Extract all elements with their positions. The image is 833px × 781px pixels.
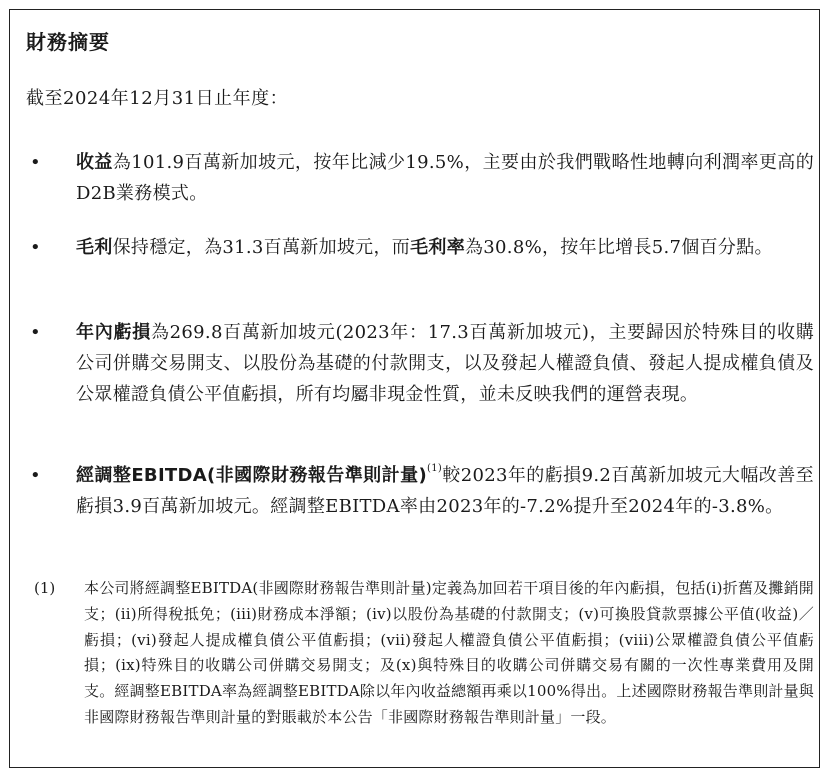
term-adjusted-ebitda: 經調整EBITDA(非國際財務報告準則計量): [76, 465, 428, 486]
bullet-text: [76, 147, 814, 209]
bullet-body: 保持穩定，為31.3百萬新加坡元，而: [112, 237, 411, 258]
bullet-dot-icon: •: [30, 322, 41, 343]
section-title: 財務摘要: [26, 30, 110, 54]
bullet-body: 為101.9百萬新加坡元，按年比減少19.5%，主要由於我們戰略性地轉向利潤率更高的D2B業務模式。: [76, 152, 814, 204]
summary-box: [9, 9, 820, 768]
bullet-text: [76, 232, 814, 263]
footnote-ref: (1): [427, 463, 443, 474]
term-revenue: 收益: [76, 152, 113, 173]
bullet-dot-icon: •: [30, 152, 41, 173]
bullet-body: 為30.8%，按年比增長5.7個百分點。: [465, 237, 773, 258]
bullet-body: 較2023年的虧損9.2百萬新加坡元大幅改善至虧損3.9百萬新加坡元。經調整EBITDA率由2023年的-7.2%提升至2024年的-3.8%。: [76, 465, 814, 517]
intro-line: 截至2024年12月31日止年度：: [26, 88, 289, 109]
footnote-marker: (1): [34, 579, 56, 597]
bullet-text: [76, 460, 814, 522]
term-loss: 年內虧損: [76, 322, 151, 343]
term-gross-margin: 毛利率: [410, 237, 465, 258]
bullet-dot-icon: •: [30, 237, 41, 258]
footnote-text: 本公司將經調整EBITDA(非國際財務報告準則計量)定義為加回若干項目後的年內虧損，包括(i)折舊及攤銷開支；(ii)所得稅抵免；(iii)財務成本淨額；(iv)以股份為基礎的付款開支；(v)可換股貸款票據公平值(收益)／虧損；(vi)發起人提成權負債公平值虧損；(vii)發起人權證負債公平值虧損；(viii)公眾權證負債公平值虧損；(ix)特殊目的收購公司併購交易開支；及(x)與特殊目的收購公司併購交易有關的一次性專業費用及開支。經調整EBITDA率為經調整EBITDA除以年內收益總額再乘以100%得出。上述國際財務報告準則計量與非國際財務報告準則計量的對賬載於本公告「非國際財務報告準則計量」一段。: [84, 579, 815, 726]
term-gross-profit: 毛利: [76, 237, 113, 258]
bullet-body: 為269.8百萬新加坡元(2023年：17.3百萬新加坡元)，主要歸因於特殊目的收購公司併購交易開支、以股份為基礎的付款開支，以及發起人權證負債、發起人提成權負債及公眾權證負債公平值虧損，所有均屬非現金性質，並未反映我們的運營表現。: [76, 322, 814, 405]
bullet-text: [76, 317, 814, 410]
bullet-dot-icon: •: [30, 465, 41, 486]
